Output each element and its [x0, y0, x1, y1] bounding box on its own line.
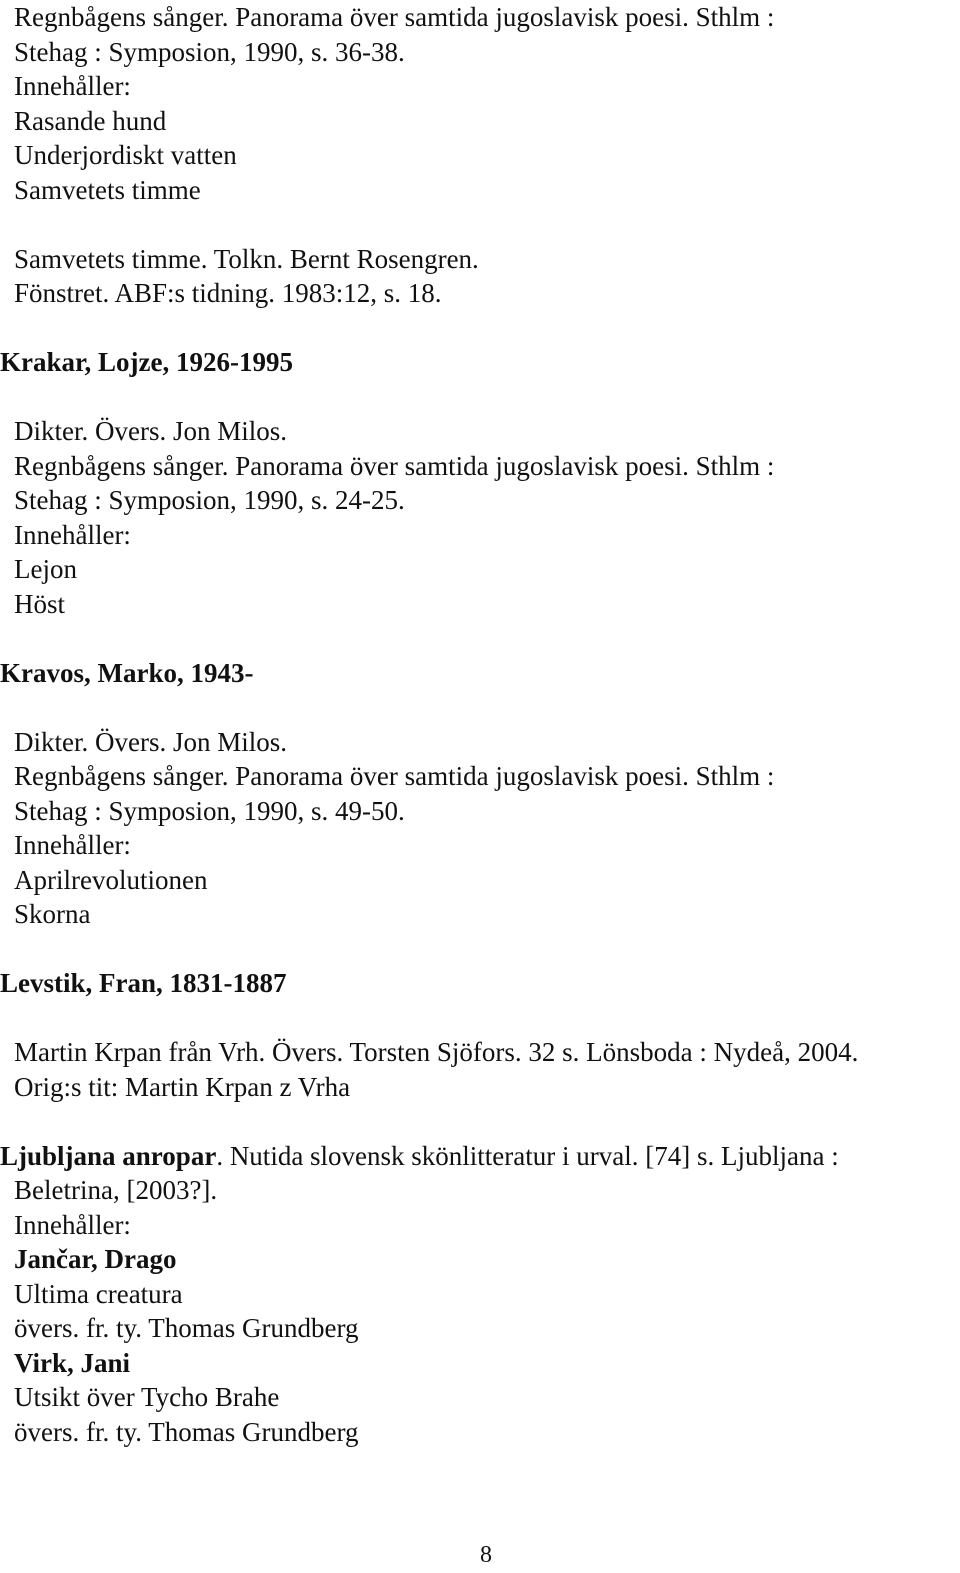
entry-block	[0, 0, 960, 207]
entry-line: Innehåller:	[14, 519, 131, 550]
contributor-author: Virk, Jani	[14, 1347, 131, 1378]
contributor-author: Jančar, Drago	[14, 1244, 177, 1274]
author-section	[0, 656, 960, 932]
entry-line: Rasande hund	[14, 105, 167, 136]
anthology-imprint: . Nutida slovensk skönlitteratur i urval. [74] s. Ljubljana :	[216, 1140, 839, 1171]
entry-line: Stehag : Symposion, 1990, s. 49-50.	[14, 795, 405, 826]
entry-line: Skorna	[14, 899, 91, 929]
spacer	[0, 1104, 960, 1139]
page-number: 8	[480, 1542, 492, 1568]
contributor-title: Ultima creatura	[14, 1278, 183, 1309]
entry-line: Samvetets timme	[14, 174, 201, 205]
spacer	[0, 621, 960, 656]
entry-block	[0, 242, 960, 311]
author-heading: Levstik, Fran, 1831-1887	[0, 968, 287, 998]
author-section	[0, 966, 960, 1104]
entry-line: Orig:s tit: Martin Krpan z Vrha	[14, 1071, 351, 1102]
entry-line: Stehag : Symposion, 1990, s. 36-38.	[14, 36, 405, 67]
spacer	[0, 311, 960, 346]
entry-line: Underjordiskt vatten	[14, 140, 237, 170]
author-section	[0, 345, 960, 621]
entry-line: Fönstret. ABF:s tidning. 1983:12, s. 18.	[14, 278, 442, 308]
entry-line: Martin Krpan från Vrh. Övers. Torsten Sjöfors. 32 s. Lönsboda : Nydeå, 2004.	[14, 1037, 859, 1067]
spacer	[0, 380, 960, 415]
contents-label: Innehåller:	[14, 1209, 131, 1240]
anthology-title: Ljubljana anropar	[0, 1140, 217, 1171]
entry-line: Aprilrevolutionen	[14, 864, 208, 895]
contributor-translator: övers. fr. ty. Thomas Grundberg	[14, 1416, 359, 1447]
spacer	[0, 932, 960, 967]
entry-line: Stehag : Symposion, 1990, s. 24-25.	[14, 485, 405, 515]
contributor-translator: övers. fr. ty. Thomas Grundberg	[14, 1313, 359, 1343]
entry-line: Regnbågens sånger. Panorama över samtida jugoslavisk poesi. Sthlm :	[14, 2, 775, 32]
entry-line: Beletrina, [2003?].	[14, 1175, 218, 1205]
anthology-section	[0, 1139, 960, 1450]
entry-line: Regnbågens sånger. Panorama över samtida jugoslavisk poesi. Sthlm :	[14, 450, 775, 481]
entry-line: Höst	[14, 588, 66, 619]
spacer	[0, 690, 960, 725]
anthology-title-line	[0, 1139, 960, 1174]
entry-line: Dikter. Övers. Jon Milos.	[14, 416, 287, 446]
author-heading: Krakar, Lojze, 1926-1995	[0, 347, 293, 377]
entry-line: Regnbågens sånger. Panorama över samtida jugoslavisk poesi. Sthlm :	[14, 761, 775, 791]
contributor-title: Utsikt över Tycho Brahe	[14, 1382, 280, 1412]
entry-line: Innehåller:	[14, 71, 131, 101]
author-heading: Kravos, Marko, 1943-	[0, 657, 254, 688]
entry-line: Samvetets timme. Tolkn. Bernt Rosengren.	[14, 243, 479, 274]
spacer	[0, 207, 960, 242]
entry-line: Dikter. Övers. Jon Milos.	[14, 726, 287, 757]
entry-line: Innehåller:	[14, 830, 131, 860]
spacer	[0, 1001, 960, 1036]
entry-line: Lejon	[14, 554, 77, 584]
